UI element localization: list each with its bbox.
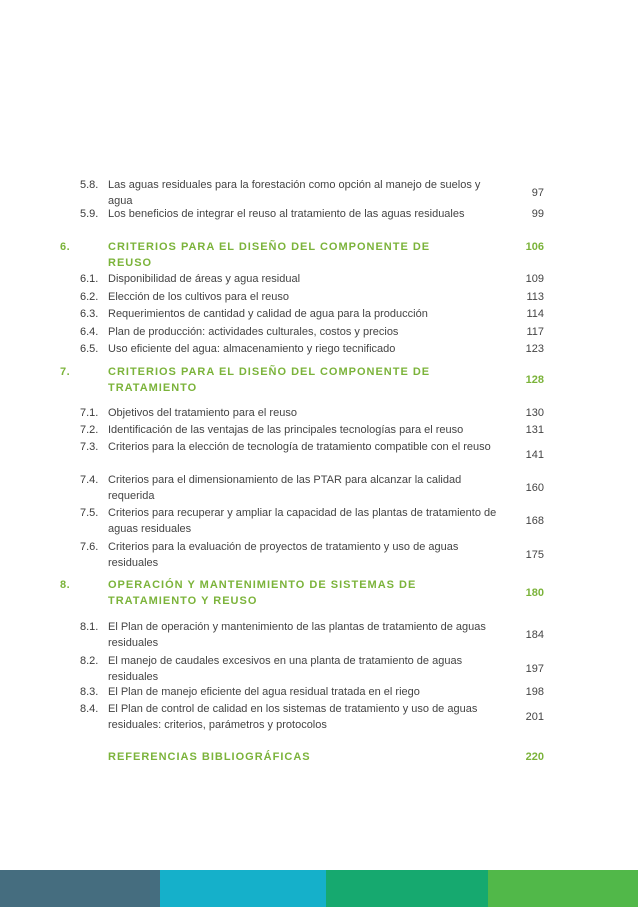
- toc-entry-page: 114: [526, 308, 544, 320]
- footer-color-band: [326, 870, 488, 907]
- toc-entry-page: 180: [525, 587, 544, 600]
- toc-entry-number: 8.3.: [80, 686, 99, 698]
- toc-entry-number: 8.2.: [80, 655, 99, 667]
- toc-entry-page: 160: [525, 482, 544, 495]
- toc-entry-number: 5.9.: [80, 208, 99, 220]
- toc-section-entry[interactable]: [0, 307, 638, 323]
- toc-section-entry[interactable]: [0, 207, 638, 223]
- toc-entry-number: 6.3.: [80, 308, 99, 320]
- toc-section-entry[interactable]: [0, 620, 638, 652]
- toc-entry-title: El Plan de operación y mantenimiento de las plantas de tratamiento de aguas residuales: [108, 621, 486, 649]
- toc-entry-page: 198: [525, 686, 544, 698]
- toc-section-entry[interactable]: [0, 290, 638, 306]
- toc-entry-title: Disponibilidad de áreas y agua residual: [108, 273, 301, 285]
- toc-entry-page: 97: [531, 187, 544, 200]
- toc-entry-page: 109: [525, 273, 544, 285]
- toc-entry-title: Identificación de las ventajas de las principales tecnologías para el reuso: [108, 424, 464, 436]
- toc-entry-number: 8.1.: [80, 621, 99, 633]
- toc-entry-number: 6.1.: [80, 273, 99, 285]
- toc-entry-page: 106: [525, 241, 544, 253]
- toc-entry-page: 99: [531, 208, 544, 220]
- toc-entry-title: Criterios para la elección de tecnología de tratamiento compatible con el reuso: [108, 441, 491, 453]
- toc-entry-page: 197: [525, 663, 544, 676]
- toc-entry-title: Criterios para el dimensionamiento de las PTAR para alcanzar la calidad requerida: [108, 474, 462, 502]
- toc-entry-page: 184: [525, 629, 544, 642]
- toc-entry-number: 7.2.: [80, 424, 99, 436]
- toc-section-entry[interactable]: [0, 272, 638, 288]
- toc-entry-title: Los beneficios de integrar el reuso al tratamiento de las aguas residuales: [108, 208, 465, 220]
- toc-entry-number: 6.2.: [80, 291, 99, 303]
- toc-chapter-entry[interactable]: [0, 578, 638, 610]
- toc-entry-page: 141: [525, 449, 544, 462]
- footer-color-band: [160, 870, 326, 907]
- toc-entry-page: 117: [526, 326, 544, 338]
- toc-entry-number: 7.3.: [80, 441, 99, 453]
- toc-section-entry[interactable]: [0, 423, 638, 439]
- toc-entry-title: El Plan de manejo eficiente del agua residual tratada en el riego: [108, 686, 420, 698]
- toc-entry-page: 113: [526, 291, 544, 303]
- toc-entry-page: 201: [525, 711, 544, 724]
- toc-entry-title: CRITERIOS PARA EL DISEÑO DEL COMPONENTE DE TRATAMIENTO: [108, 366, 431, 394]
- toc-entry-page: 123: [525, 343, 544, 355]
- toc-entry-number: 7.: [60, 366, 71, 378]
- toc-entry-number: 7.6.: [80, 541, 99, 553]
- toc-entry-title: Elección de los cultivos para el reuso: [108, 291, 289, 303]
- toc-entry-number: 7.5.: [80, 507, 99, 519]
- toc-section-entry[interactable]: [0, 440, 638, 472]
- toc-chapter-entry[interactable]: [0, 365, 638, 397]
- toc-entry-title: Objetivos del tratamiento para el reuso: [108, 407, 297, 419]
- toc-section-entry[interactable]: [0, 654, 638, 686]
- toc-entry-number: 7.1.: [80, 407, 99, 419]
- toc-entry-title: Requerimientos de cantidad y calidad de agua para la producción: [108, 308, 428, 320]
- toc-entry-title: Plan de producción: actividades culturales, costos y precios: [108, 326, 399, 338]
- toc-entry-title: Criterios para la evaluación de proyectos de tratamiento y uso de aguas residuales: [108, 541, 459, 569]
- toc-entry-number: 8.: [60, 579, 71, 591]
- toc-entry-number: 7.4.: [80, 474, 99, 486]
- toc-entry-page: 131: [525, 424, 544, 436]
- toc-chapter-entry[interactable]: [0, 240, 638, 269]
- footer-color-band: [0, 870, 160, 907]
- toc-section-entry[interactable]: [0, 178, 638, 210]
- toc-entry-page: 130: [525, 407, 544, 419]
- toc-entry-title: Las aguas residuales para la forestación como opción al manejo de suelos y agua: [108, 179, 481, 207]
- toc-entry-number: 8.4.: [80, 703, 99, 715]
- toc-entry-title: El Plan de control de calidad en los sistemas de tratamiento y uso de aguas residuales: criterios, parámetros y protocolos: [108, 703, 478, 731]
- toc-section-entry[interactable]: [0, 540, 638, 572]
- toc-section-entry[interactable]: [0, 406, 638, 422]
- toc-entry-page: 128: [525, 374, 544, 387]
- toc-entry-title: OPERACIÓN Y MANTENIMIENTO DE SISTEMAS DE TRATAMIENTO Y REUSO: [108, 579, 417, 607]
- footer-color-band: [488, 870, 638, 907]
- toc-section-entry[interactable]: [0, 473, 638, 505]
- toc-entry-page: 168: [525, 515, 544, 528]
- toc-entry-title: Uso eficiente del agua: almacenamiento y riego tecnificado: [108, 343, 396, 355]
- toc-entry-page: 175: [525, 549, 544, 562]
- toc-entry-page: 220: [525, 751, 544, 763]
- toc-entry-title: REFERENCIAS BIBLIOGRÁFICAS: [108, 751, 311, 763]
- toc-entry-number: 6.4.: [80, 326, 99, 338]
- toc-section-entry[interactable]: [0, 702, 638, 734]
- toc-entry-number: 5.8.: [80, 179, 99, 191]
- toc-chapter-entry[interactable]: [0, 750, 638, 766]
- toc-section-entry[interactable]: [0, 325, 638, 341]
- toc-entry-title: El manejo de caudales excesivos en una planta de tratamiento de aguas residuales: [108, 655, 463, 683]
- toc-section-entry[interactable]: [0, 506, 638, 538]
- toc-section-entry[interactable]: [0, 685, 638, 701]
- toc-entry-number: 6.5.: [80, 343, 99, 355]
- footer-color-bar: [0, 870, 638, 907]
- toc-section-entry[interactable]: [0, 342, 638, 358]
- toc-entry-title: Criterios para recuperar y ampliar la capacidad de las plantas de tratamiento de aguas residuales: [108, 507, 497, 535]
- toc-entry-number: 6.: [60, 241, 71, 253]
- toc-entry-title: CRITERIOS PARA EL DISEÑO DEL COMPONENTE DE REUSO: [108, 241, 431, 269]
